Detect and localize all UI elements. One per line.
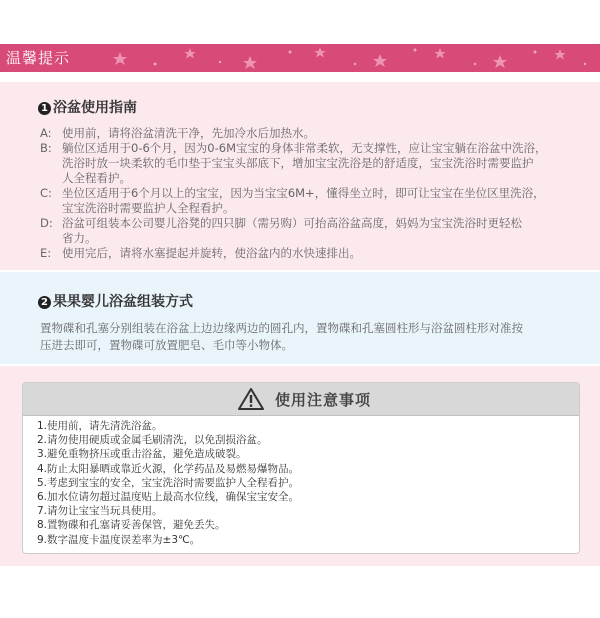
- list-item: 3.避免重物挤压或重击浴盆，避免造成破裂。: [37, 448, 247, 461]
- list-item: 2.请勿使用硬质或金属毛刷清洗，以免刮损浴盆。: [37, 434, 268, 447]
- precautions-list: [37, 419, 299, 547]
- list-item: 9.数字温度卡温度误差率为±3℃。: [37, 533, 201, 546]
- warning-icon: [237, 387, 265, 411]
- list-item: 5.考虑到宝宝的安全，宝宝洗浴时需要监护人全程看护。: [37, 476, 300, 489]
- instruction-item-b: B: 躺位区适用于0-6个月，因为0-6M宝宝的身体非常柔软，无支撑性，应让宝宝躺在浴盆中洗浴， 洗浴时放一块柔软的毛巾垫于宝宝头部底下，增加宝宝洗浴是的舒适度，宝宝洗浴时需要监护 人全程看护。: [40, 141, 547, 185]
- precautions-box: [22, 382, 580, 554]
- assembly-heading: [38, 291, 193, 311]
- instruction-item-e: E: 使用完后，请将水塞提起并旋转，使浴盆内的水快速排出。: [40, 246, 361, 260]
- list-item: 7.请勿让宝宝当玩具使用。: [37, 505, 163, 518]
- list-item: 1.使用前，请先清洗浴盆。: [37, 420, 163, 432]
- number-badge: 1: [38, 102, 51, 115]
- instruction-list: [40, 126, 546, 261]
- list-item: 6.加水位请勿超过温度贴上最高水位线，确保宝宝安全。: [37, 491, 300, 504]
- instruction-item-c: C: 坐位区适用于6个月以上的宝宝，因为当宝宝6M+，懂得坐立时，即可让宝宝在坐位区里洗浴， 宝宝洗浴时需要监护人全程看护。: [40, 186, 545, 215]
- assembly-title: 果果婴儿浴盆组装方式: [53, 294, 193, 310]
- list-item: 4.防止太阳暴晒或靠近火源，化学药品及易燃易爆物品。: [37, 462, 300, 475]
- bath-guide-heading: [38, 97, 137, 117]
- bath-guide-title: 浴盆使用指南: [53, 100, 137, 116]
- list-item: 8.置物碟和孔塞请妥善保管，避免丢失。: [37, 519, 226, 532]
- precautions-title: 使用注意事项: [275, 391, 372, 409]
- instruction-item-d: D: 浴盆可组装本公司婴儿浴凳的四只脚（需另购）可抬高浴盆高度，妈妈为宝宝洗浴时更轻松 省力。: [40, 216, 522, 245]
- assembly-text: 置物碟和孔塞分别组装在浴盆上边边缘两边的圆孔内，置物碟和孔塞圆柱形与浴盆圆柱形对准按 压进去即可，置物碟可放置肥皂、毛巾等小物体。: [40, 321, 523, 352]
- star-decoration-icon: [80, 44, 600, 72]
- number-badge: 2: [38, 296, 51, 309]
- header-banner: [0, 44, 600, 72]
- banner-title: 温馨提示: [6, 49, 71, 67]
- precautions-header: [23, 383, 579, 416]
- instruction-item-a: A: 使用前，请将浴盆清洗干净，先加冷水后加热水。: [40, 126, 315, 140]
